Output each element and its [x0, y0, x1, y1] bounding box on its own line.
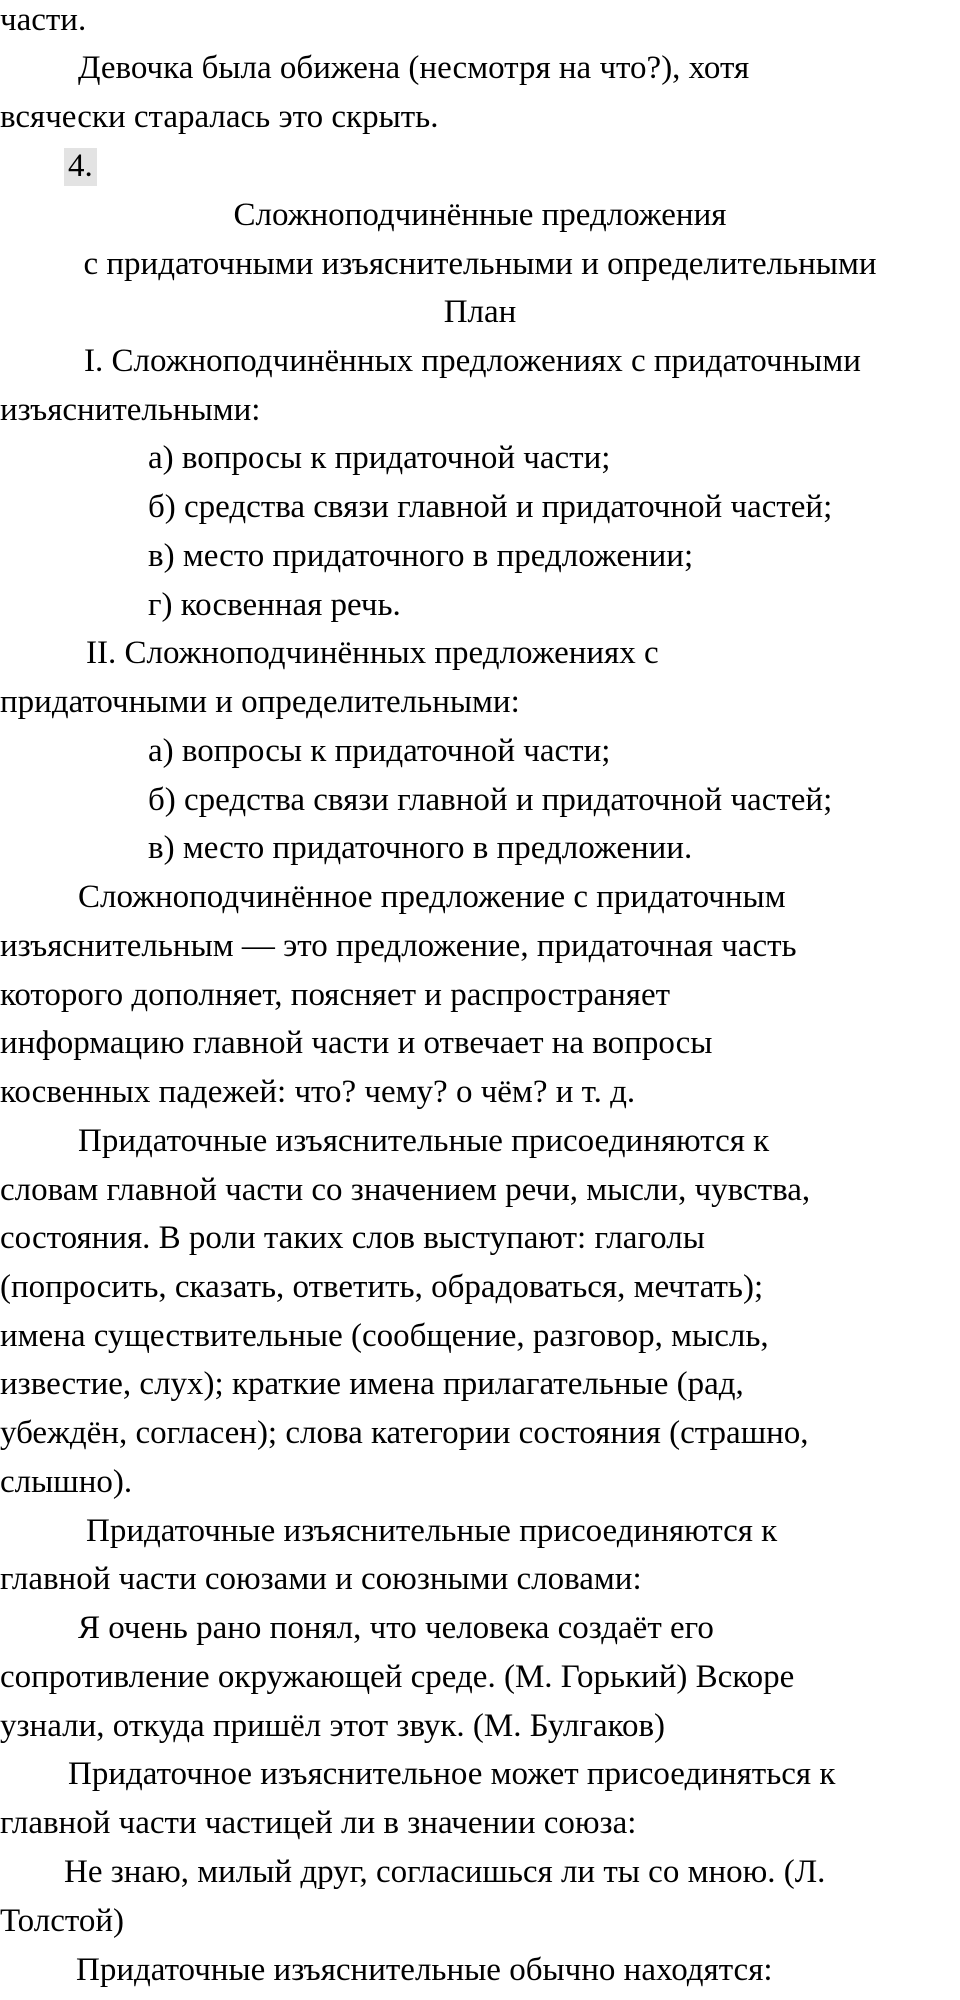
plan-item-continuation: придаточными и определительными: — [0, 684, 520, 720]
paragraph-line: (попросить, сказать, ответить, обрадоваться, мечтать); — [0, 1269, 764, 1305]
plan-subitem: б) средства связи главной и придаточной частей; — [148, 489, 833, 525]
example-line: Я очень рано понял, что человека создаёт его — [78, 1610, 714, 1646]
section-subheading: с придаточными изъяснительными и определительными — [83, 246, 877, 282]
section-heading: Сложноподчинённые предложения — [233, 197, 727, 233]
paragraph-line: словам главной части со значением речи, мысли, чувства, — [0, 1172, 811, 1208]
plan-item-continuation: изъяснительными: — [0, 392, 261, 428]
example-line: Толстой) — [0, 1903, 124, 1939]
paragraph-line: слышно). — [0, 1464, 133, 1500]
paragraph-line: состояния. В роли таких слов выступают: глаголы — [0, 1220, 705, 1256]
paragraph-line: известие, слух); краткие имена прилагательные (рад, — [0, 1366, 744, 1402]
paragraph-line: Придаточные изъяснительные обычно находятся: — [76, 1952, 773, 1988]
plan-heading: План — [443, 294, 517, 330]
section-number-box: 4. — [64, 148, 97, 186]
paragraph-line: Сложноподчинённое предложение с придаточным — [78, 879, 786, 915]
plan-subitem: б) средства связи главной и придаточной частей; — [148, 782, 833, 818]
plan-item: II. Сложноподчинённых предложениях с — [86, 635, 659, 671]
plan-subitem: в) место придаточного в предложении. — [148, 830, 693, 866]
paragraph-line: косвенных падежей: что? чему? о чём? и т. д. — [0, 1074, 636, 1110]
paragraph-line: убеждён, согласен); слова категории состояния (страшно, — [0, 1415, 809, 1451]
example-line: узнали, откуда пришёл этот звук. (М. Булгаков) — [0, 1708, 666, 1744]
paragraph-line: которого дополняет, поясняет и распространяет — [0, 977, 671, 1013]
paragraph-line: Придаточные изъяснительные присоединяются к — [78, 1123, 770, 1159]
paragraph-line: информацию главной части и отвечает на вопросы — [0, 1025, 713, 1061]
paragraph-line: имена существительные (сообщение, разговор, мысль, — [0, 1318, 769, 1354]
section-number — [64, 146, 97, 194]
text-line: Девочка была обижена (несмотря на что?), хотя — [78, 50, 750, 86]
plan-subitem: а) вопросы к придаточной части; — [148, 440, 611, 476]
plan-subitem: а) вопросы к придаточной части; — [148, 733, 611, 769]
text-line: части. — [0, 2, 87, 38]
example-line: сопротивление окружающей среде. (М. Горький) Вскоре — [0, 1659, 795, 1695]
plan-item: I. Сложноподчинённых предложениях с придаточными — [84, 343, 861, 379]
plan-subitem: г) косвенная речь. — [148, 587, 401, 623]
paragraph-line: главной части частицей ли в значении союза: — [0, 1805, 637, 1841]
paragraph-line: изъяснительным — это предложение, придаточная часть — [0, 928, 797, 964]
plan-subitem: в) место придаточного в предложении; — [148, 538, 694, 574]
paragraph-line: главной части союзами и союзными словами: — [0, 1561, 642, 1597]
example-line: Не знаю, милый друг, согласишься ли ты со мною. (Л. — [64, 1854, 826, 1890]
paragraph-line: Придаточные изъяснительные присоединяются к — [86, 1513, 778, 1549]
text-line: всячески старалась это скрыть. — [0, 99, 439, 135]
paragraph-line: Придаточное изъяснительное может присоединяться к — [68, 1756, 836, 1792]
